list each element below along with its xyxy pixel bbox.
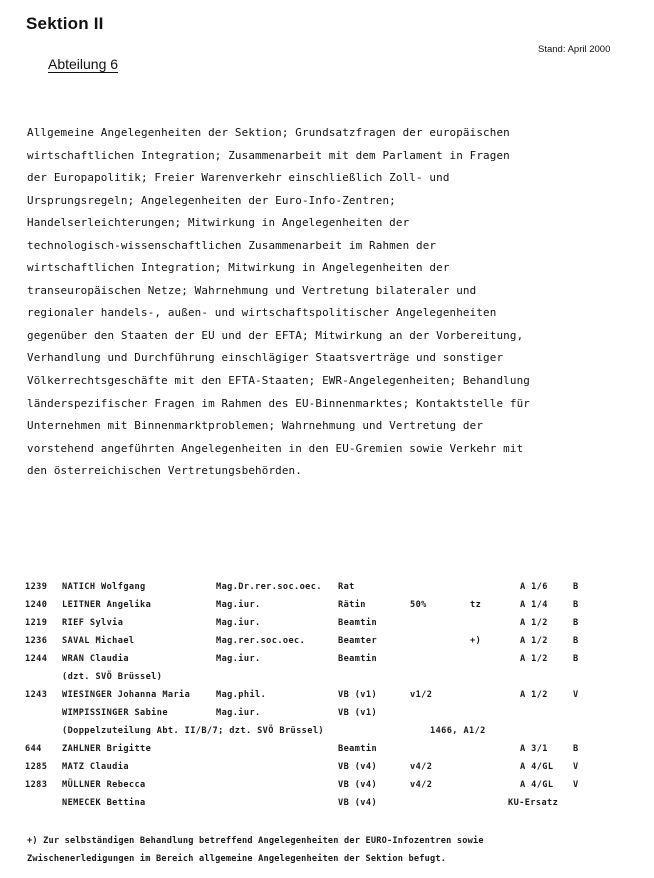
- staff-grade: A 1/2: [520, 654, 548, 664]
- staff-row: [0, 762, 654, 776]
- staff-role: VB (v4): [338, 780, 378, 790]
- staff-id: 644: [25, 744, 42, 754]
- description-line: vorstehend angeführten Angelegenheiten in den EU-Gremien sowie Verkehr mit: [27, 441, 524, 455]
- department-description: [27, 122, 530, 483]
- staff-row: [0, 708, 654, 722]
- staff-title: Mag.iur.: [216, 600, 261, 610]
- staff-category: V: [573, 780, 579, 790]
- staff-row: [0, 744, 654, 758]
- staff-grade: A 1/2: [520, 690, 548, 700]
- staff-category: B: [573, 654, 579, 664]
- description-line: regionaler handels-, außen- und wirtschaftspolitischer Angelegenheiten: [27, 306, 497, 320]
- description-line: wirtschaftlichen Integration; Mitwirkung in Angelegenheiten der: [27, 261, 450, 275]
- staff-id: 1240: [25, 600, 48, 610]
- staff-grade: A 4/GL: [520, 762, 554, 772]
- description-line: Allgemeine Angelegenheiten der Sektion; Grundsatzfragen der europäischen: [27, 126, 510, 139]
- staff-name: RIEF Sylvia: [62, 618, 124, 628]
- staff-row: [0, 618, 654, 632]
- staff-role: Rat: [338, 582, 355, 592]
- description-line: den österreichischen Vertretungsbehörden.: [27, 464, 302, 478]
- staff-flag: +): [470, 636, 482, 646]
- staff-role: Beamter: [338, 636, 378, 646]
- staff-row: [0, 600, 654, 614]
- staff-role: VB (v1): [338, 690, 378, 700]
- staff-id: 1283: [25, 780, 48, 790]
- staff-title: Mag.Dr.rer.soc.oec.: [216, 582, 322, 592]
- staff-extra: v4/2: [410, 780, 433, 790]
- staff-row: [0, 690, 654, 704]
- staff-title: Mag.iur.: [216, 654, 261, 664]
- staff-title: Mag.iur.: [216, 708, 261, 718]
- staff-grade: A 4/GL: [520, 780, 554, 790]
- staff-role: VB (v4): [338, 798, 378, 808]
- staff-role: Beamtin: [338, 654, 378, 664]
- description-line: Völkerrechtsgeschäfte mit den EFTA-Staaten; EWR-Angelegenheiten; Behandlung: [27, 374, 531, 388]
- staff-note-extra: 1466, A1/2: [430, 726, 486, 736]
- staff-row: [0, 654, 654, 668]
- staff-name: ZAHLNER Brigitte: [62, 744, 152, 754]
- staff-grade: A 1/4: [520, 600, 548, 610]
- staff-category: B: [573, 744, 579, 754]
- staff-title: Mag.phil.: [216, 690, 267, 700]
- staff-role: VB (v1): [338, 708, 378, 718]
- staff-note-row: [0, 726, 654, 740]
- staff-name: NEMECEK Bettina: [62, 798, 146, 808]
- staff-name: SAVAL Michael: [62, 636, 135, 646]
- description-line: gegenüber den Staaten der EU und der EFTA; Mitwirkung an der Vorbereitung,: [27, 328, 524, 342]
- department-title: Abteilung 6: [48, 56, 119, 72]
- staff-category: B: [573, 582, 579, 592]
- footnote: [27, 833, 484, 868]
- staff-grade: A 1/2: [520, 636, 548, 646]
- staff-name: MÜLLNER Rebecca: [62, 780, 146, 790]
- staff-category: V: [573, 762, 579, 772]
- footnote-line: Zwischenerledigungen im Bereich allgemeine Angelegenheiten der Sektion befugt.: [27, 853, 447, 864]
- staff-row: [0, 798, 654, 812]
- staff-id: 1236: [25, 636, 48, 646]
- staff-grade: A 3/1: [520, 744, 548, 754]
- description-line: transeuropäischen Netze; Wahrnehmung und Vertretung bilateraler und: [27, 283, 477, 297]
- staff-extra: 50%: [410, 600, 427, 610]
- staff-role: Beamtin: [338, 744, 378, 754]
- staff-name: MATZ Claudia: [62, 762, 129, 772]
- staff-role: Rätin: [338, 600, 366, 610]
- staff-extra: v4/2: [410, 762, 433, 772]
- section-title: Sektion II: [26, 14, 104, 33]
- staff-role: Beamtin: [338, 618, 378, 628]
- description-line: Verhandlung und Durchführung einschlägiger Staatsverträge und sonstiger: [27, 351, 504, 365]
- staff-grade: A 1/6: [520, 582, 548, 592]
- staff-id: 1285: [25, 762, 48, 772]
- staff-category: V: [573, 690, 579, 700]
- staff-id: 1239: [25, 582, 48, 592]
- staff-ersatz: KU-Ersatz: [508, 798, 559, 808]
- staff-flag: tz: [470, 600, 482, 610]
- staff-title: Mag.iur.: [216, 618, 261, 628]
- description-line: Handelserleichterungen; Mitwirkung in Angelegenheiten der: [27, 216, 410, 230]
- description-line: Ursprungsregeln; Angelegenheiten der Euro-Info-Zentren;: [27, 193, 396, 207]
- description-line: wirtschaftlichen Integration; Zusammenarbeit mit dem Parlament in Fragen: [27, 148, 510, 162]
- staff-row: [0, 636, 654, 650]
- staff-name: WIESINGER Johanna Maria: [62, 690, 191, 700]
- staff-extra: v1/2: [410, 690, 433, 700]
- staff-grade: A 1/2: [520, 618, 548, 628]
- staff-name: WIMPISSINGER Sabine: [62, 708, 168, 718]
- staff-category: B: [573, 600, 579, 610]
- footnote-line: +) Zur selbständigen Behandlung betreffend Angelegenheiten der EURO-Infozentren sowie: [27, 836, 484, 846]
- staff-role: VB (v4): [338, 762, 378, 772]
- staff-row: [0, 780, 654, 794]
- status-date: Stand: April 2000: [538, 44, 611, 55]
- staff-category: B: [573, 618, 579, 628]
- staff-category: B: [573, 636, 579, 646]
- description-line: länderspezifischer Fragen im Rahmen des EU-Binnenmarktes; Kontaktstelle für: [27, 396, 531, 410]
- staff-note: (Doppelzuteilung Abt. II/B/7; dzt. SVÖ Brüssel): [62, 726, 324, 736]
- staff-name: WRAN Claudia: [62, 654, 129, 664]
- description-line: Unternehmen mit Binnenmarktproblemen; Wahrnehmung und Vertretung der: [27, 419, 484, 433]
- staff-id: 1244: [25, 654, 48, 664]
- staff-name: LEITNER Angelika: [62, 600, 152, 610]
- description-line: technologisch-wissenschaftlichen Zusammenarbeit im Rahmen der: [27, 238, 437, 252]
- staff-row: [0, 582, 654, 596]
- staff-id: 1243: [25, 690, 48, 700]
- staff-title: Mag.rer.soc.oec.: [216, 636, 306, 646]
- staff-note: (dzt. SVÖ Brüssel): [62, 672, 163, 682]
- description-line: der Europapolitik; Freier Warenverkehr einschließlich Zoll- und: [27, 171, 450, 185]
- staff-note-row: [0, 672, 654, 686]
- staff-id: 1219: [25, 618, 48, 628]
- staff-name: NATICH Wolfgang: [62, 582, 146, 592]
